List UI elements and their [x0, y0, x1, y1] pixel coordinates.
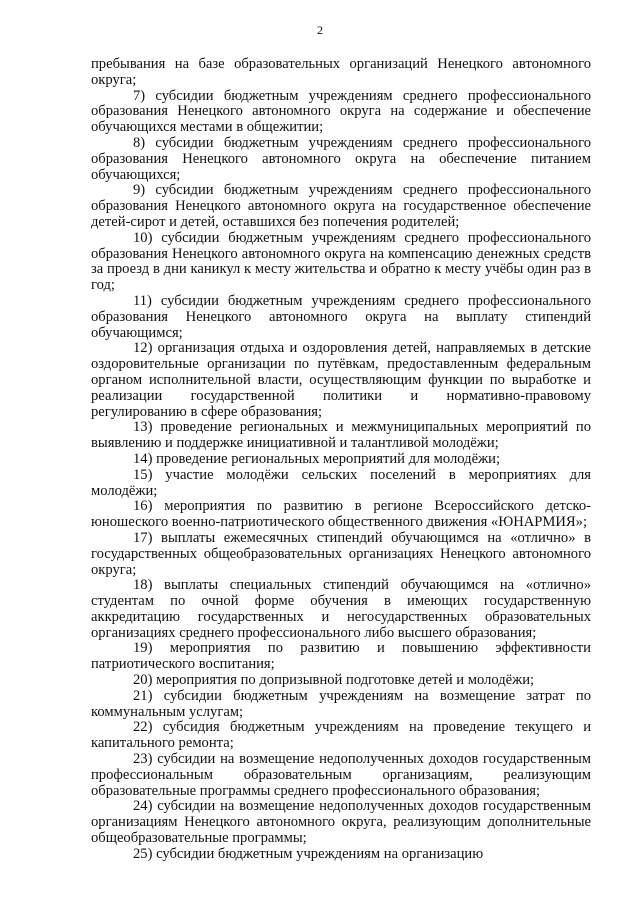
list-item-20: 20) мероприятия по допризывной подготовке детей и молодёжи;	[133, 672, 535, 689]
list-item-25: 25) субсидии бюджетным учреждениям на организацию	[133, 845, 484, 862]
paragraph-continuation: пребывания на базе образовательных организаций Ненецкого автономного округа;	[91, 56, 591, 88]
list-item-23: 23) субсидии на возмещение недополученных доходов государственным профессиональным образовательным организациям, реализующим образовательные программы среднего профессионального образования;	[91, 751, 591, 799]
list-item-15: 15) участие молодёжи сельских поселений в мероприятиях для молодёжи;	[91, 466, 591, 499]
document-body	[91, 57, 591, 863]
list-item-19: 19) мероприятия по развитию и повышению эффективности патриотического воспитания;	[91, 640, 591, 673]
list-item-14: 14) проведение региональных мероприятий для молодёжи;	[133, 450, 501, 467]
list-item-18: 18) выплаты специальных стипендий обучающимся на «отлично» студентам по очной форме обучения в имеющих государственную аккредитацию государственных и негосударственных образовательных организациях среднего профессионального либо высшего образования;	[91, 577, 591, 641]
list-item-7: 7) субсидии бюджетным учреждениям среднего профессионального образования Ненецкого автономного округа на содержание и обеспечение обучающихся местами в общежитии;	[91, 87, 591, 136]
list-item-11: 11) субсидии бюджетным учреждениям среднего профессионального образования Ненецкого автономного округа на выплату стипендий обучающимся;	[91, 292, 591, 341]
list-item-9: 9) субсидии бюджетным учреждениям среднего профессионального образования Ненецкого автономного округа на государственное обеспечение детей-сирот и детей, оставшихся без попечения родителей;	[91, 182, 591, 230]
list-item-12: 12) организация отдыха и оздоровления детей, направляемых в детские оздоровительные организации по путёвкам, предоставленным федеральным органом исполнительной власти, осуществляющим функции по выработке и реализации государственной политики и нормативно-правовому регулированию в сфере образования;	[91, 340, 591, 420]
list-item-22: 22) субсидия бюджетным учреждениям на проведение текущего и капитального ремонта;	[91, 719, 591, 752]
list-item-21: 21) субсидии бюджетным учреждениям на возмещение затрат по коммунальным услугам;	[91, 687, 591, 720]
list-item-10: 10) субсидии бюджетным учреждениям среднего профессионального образования Ненецкого автономного округа на компенсацию денежных средств за проезд в дни каникул к месту жительства и обратно к месту учёбы один раз в год;	[91, 229, 591, 294]
list-item-17: 17) выплаты ежемесячных стипендий обучающимся на «отлично» в государственных общеобразовательных организациях Ненецкого автономного округа;	[91, 529, 591, 578]
list-item-8: 8) субсидии бюджетным учреждениям среднего профессионального образования Ненецкого автономного округа на обеспечение питанием обучающихся;	[91, 134, 591, 183]
list-item-16: 16) мероприятия по развитию в регионе Всероссийского детско-юношеского военно-патриотического общественного движения «ЮНАРМИЯ»;	[91, 498, 591, 531]
list-item-24: 24) субсидии на возмещение недополученных доходов государственным организациям Ненецкого автономного округа, реализующим дополнительные общеобразовательные программы;	[91, 798, 591, 847]
list-item-13: 13) проведение региональных и межмуниципальных мероприятий по выявлению и поддержке инициативной и талантливой молодёжи;	[91, 419, 591, 452]
page-number: 2	[317, 23, 323, 37]
